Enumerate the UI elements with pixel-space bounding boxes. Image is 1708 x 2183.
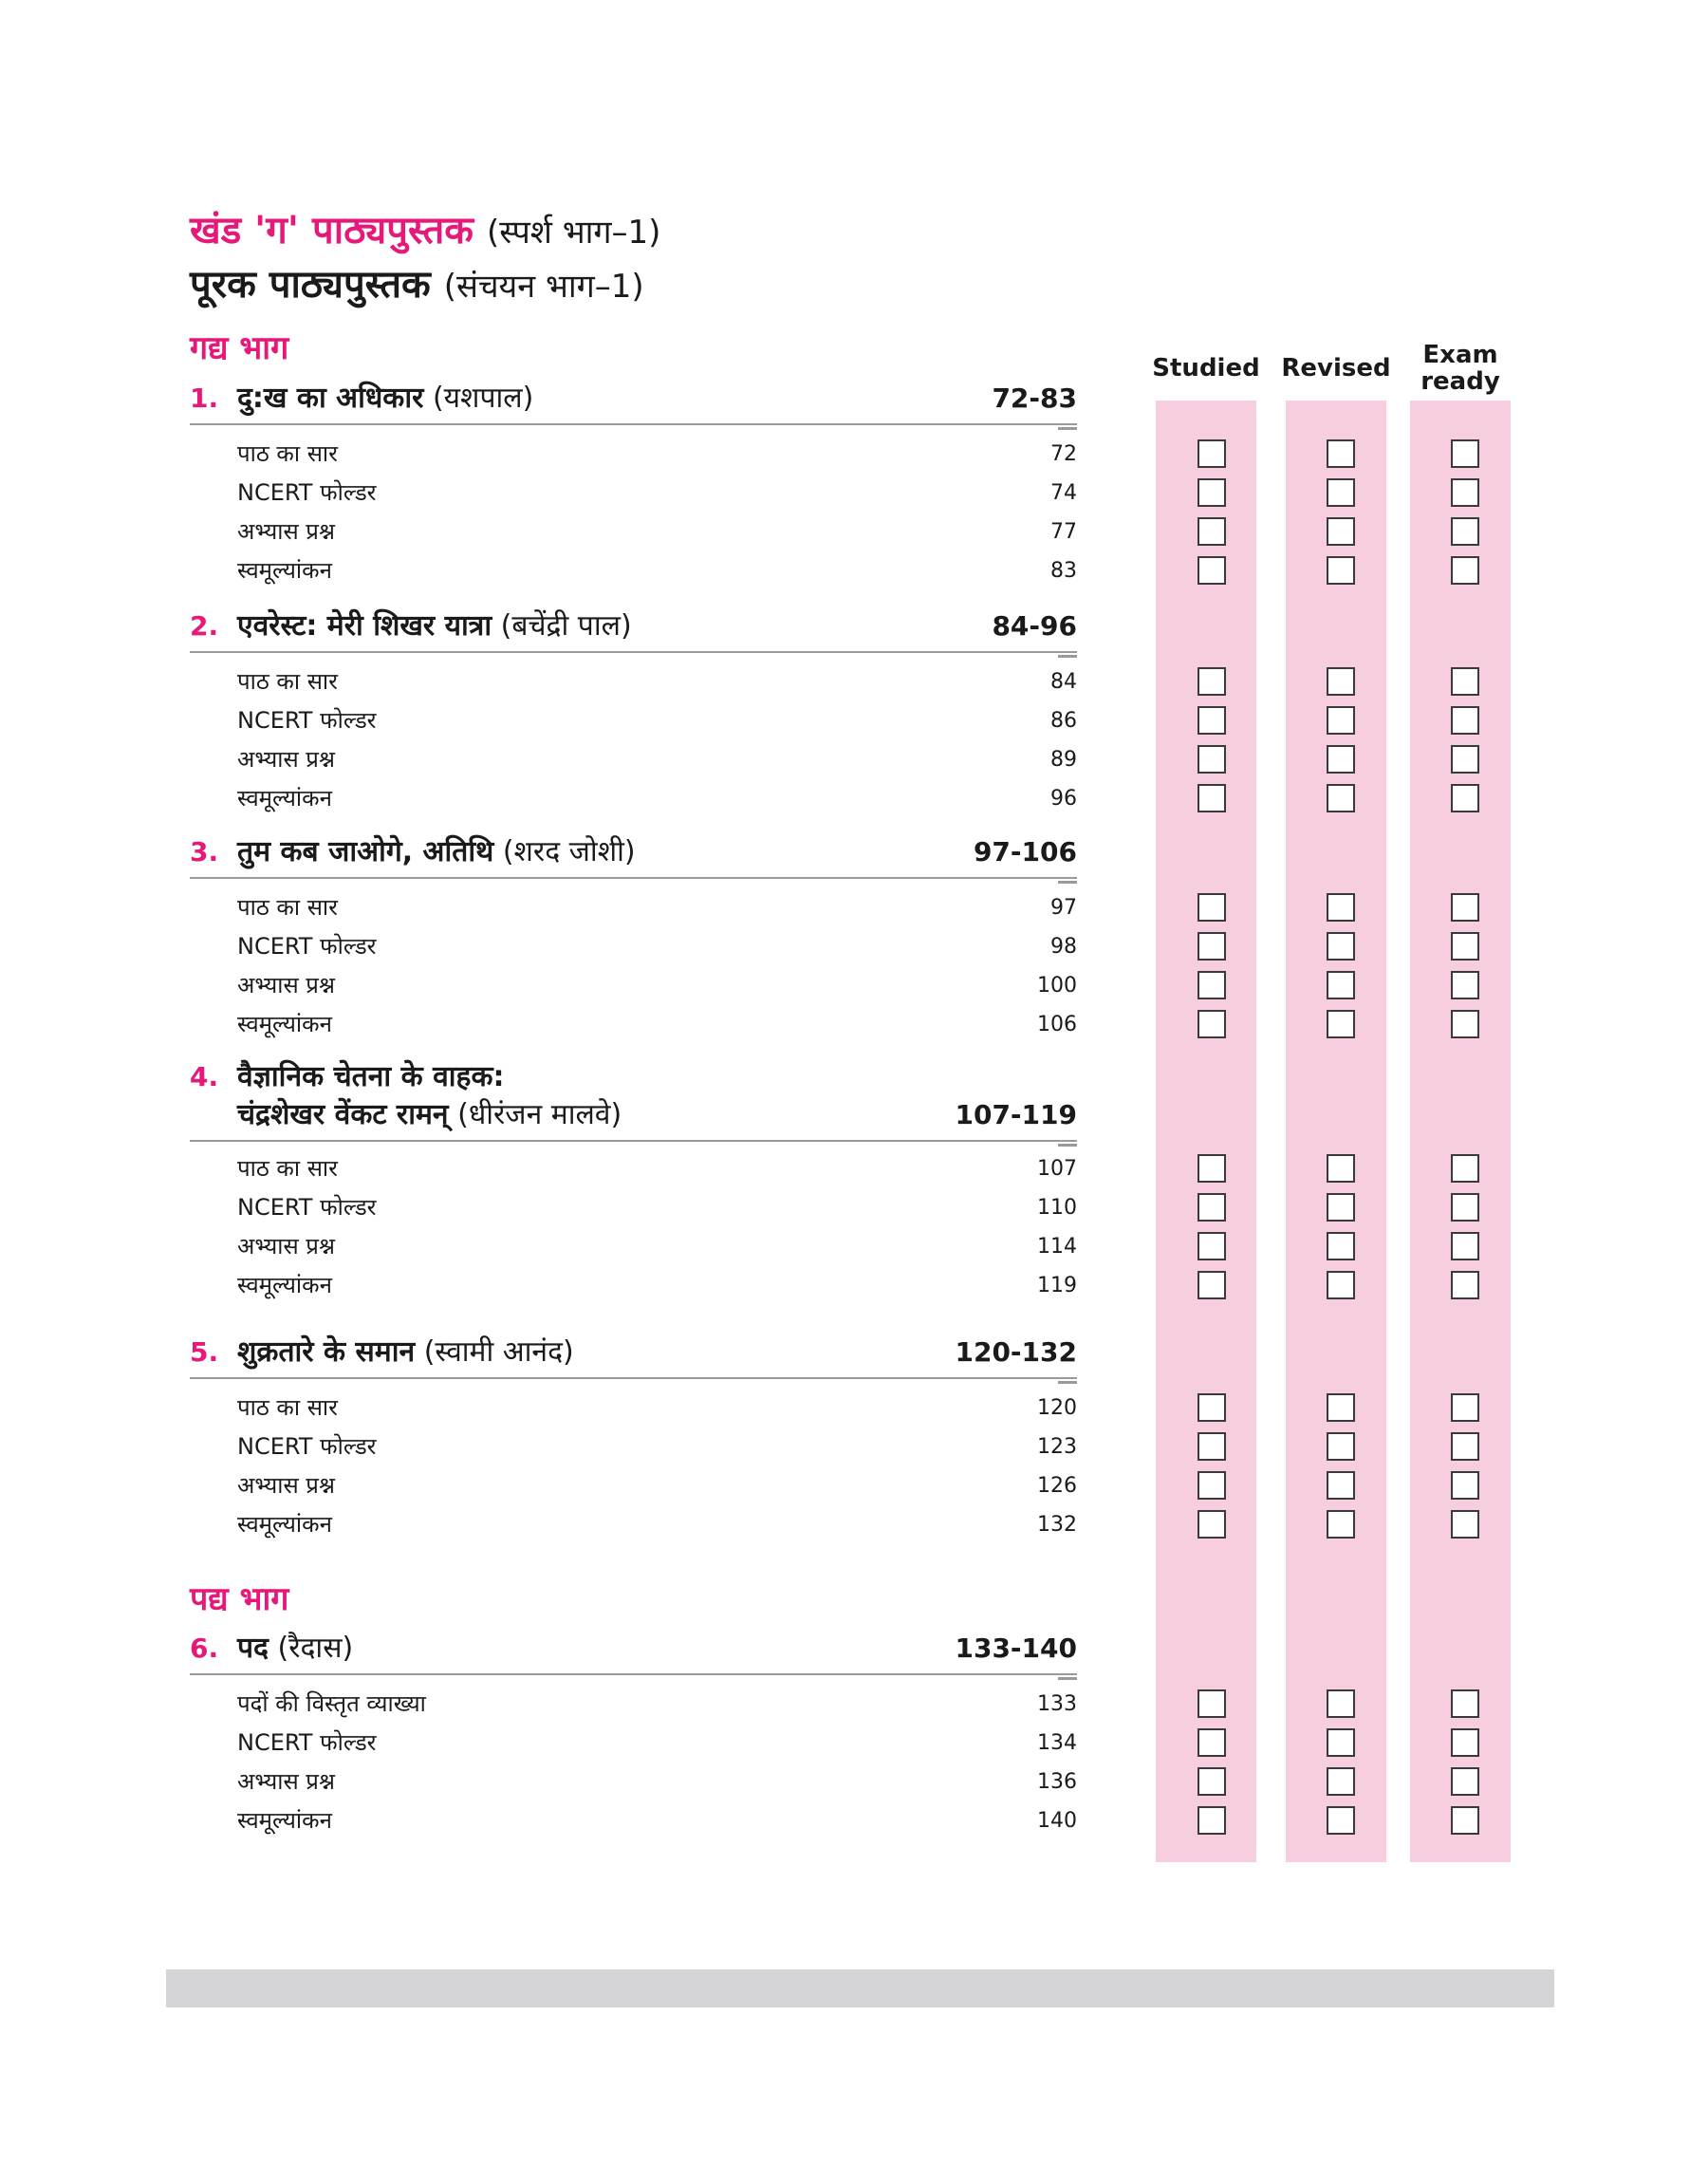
exam-ready-checkbox[interactable]	[1451, 556, 1479, 585]
chapter-author: (रैदास)	[277, 1632, 354, 1665]
topic-page-number: 86	[1050, 709, 1077, 733]
topic-label: स्वमूल्यांकन	[237, 557, 332, 584]
revised-header: Revised	[1281, 354, 1391, 382]
exam-ready-checkbox[interactable]	[1451, 1432, 1479, 1461]
topic-row	[237, 779, 1077, 818]
chapter-author: (शरद जोशी)	[502, 835, 636, 868]
chapter-page-range: 72-83	[992, 382, 1077, 414]
topic-page-number: 83	[1050, 559, 1077, 583]
chapter-author: (धीरंजन मालवे)	[457, 1098, 622, 1131]
exam-ready-checkbox[interactable]	[1451, 1271, 1479, 1299]
chapter-title-main: तुम कब जाओगे, अतिथि	[237, 835, 494, 868]
studied-checkbox[interactable]	[1197, 1471, 1226, 1500]
subtitle-sub: (संचयन भाग–1)	[443, 268, 644, 306]
exam-column-band	[1410, 401, 1511, 1862]
chapter-title	[237, 1630, 353, 1668]
revised-checkbox[interactable]	[1327, 932, 1355, 961]
topic-label: NCERT फोल्डर	[237, 479, 377, 506]
exam-ready-checkbox[interactable]	[1451, 1471, 1479, 1500]
studied-checkbox[interactable]	[1197, 1767, 1226, 1796]
topic-row	[237, 1685, 1077, 1724]
topic-page-number: 107	[1037, 1157, 1077, 1181]
studied-checkbox[interactable]	[1197, 1510, 1226, 1539]
topic-label: पाठ का सार	[237, 1394, 338, 1421]
revised-checkbox[interactable]	[1327, 439, 1355, 468]
chapter-title	[237, 607, 632, 645]
studied-column-band	[1156, 401, 1256, 1862]
chapter-heading	[190, 1630, 1077, 1668]
topic-row	[237, 662, 1077, 701]
chapter-author: (यशपाल)	[432, 382, 534, 415]
revised-checkbox[interactable]	[1327, 1193, 1355, 1222]
topic-row	[237, 435, 1077, 474]
chapter-title	[237, 1058, 622, 1134]
topic-label: NCERT फोल्डर	[237, 1194, 377, 1221]
exam-ready-checkbox[interactable]	[1451, 1767, 1479, 1796]
chapter-3	[190, 833, 1077, 1037]
exam-ready-checkbox[interactable]	[1451, 1232, 1479, 1260]
revised-checkbox[interactable]	[1327, 1271, 1355, 1299]
studied-checkbox[interactable]	[1197, 971, 1226, 999]
revised-checkbox[interactable]	[1327, 745, 1355, 774]
topic-row	[237, 1466, 1077, 1505]
revised-checkbox[interactable]	[1327, 478, 1355, 507]
topic-row	[237, 966, 1077, 1005]
topic-page-number: 110	[1037, 1196, 1077, 1220]
chapter-number: 1.	[190, 382, 219, 414]
topic-row	[237, 1149, 1077, 1188]
studied-checkbox[interactable]	[1197, 1432, 1226, 1461]
topic-page-number: 119	[1037, 1274, 1077, 1297]
chapter-1	[190, 380, 1077, 584]
revised-checkbox[interactable]	[1327, 1010, 1355, 1038]
revised-checkbox[interactable]	[1327, 1767, 1355, 1796]
topic-label: NCERT फोल्डर	[237, 1433, 377, 1460]
studied-checkbox[interactable]	[1197, 1728, 1226, 1757]
revised-column-band	[1286, 401, 1386, 1862]
studied-checkbox[interactable]	[1197, 1232, 1226, 1260]
chapter-4	[190, 1058, 1077, 1298]
title-sub: (स्पर्श भाग–1)	[486, 214, 661, 252]
chapter-author: (स्वामी आनंद)	[423, 1335, 574, 1369]
studied-checkbox[interactable]	[1197, 1271, 1226, 1299]
chapter-number: 5.	[190, 1336, 219, 1368]
studied-checkbox[interactable]	[1197, 517, 1226, 546]
studied-checkbox[interactable]	[1197, 745, 1226, 774]
revised-checkbox[interactable]	[1327, 971, 1355, 999]
studied-checkbox[interactable]	[1197, 439, 1226, 468]
topic-row	[237, 1389, 1077, 1427]
chapter-title-main: एवरेस्ट: मेरी शिखर यात्रा	[237, 609, 492, 643]
exam-ready-checkbox[interactable]	[1451, 706, 1479, 735]
topic-page-number: 126	[1037, 1474, 1077, 1498]
exam-ready-checkbox[interactable]	[1451, 893, 1479, 922]
subtitle-main: पूरक पाठ्यपुस्तक	[190, 263, 431, 307]
exam-ready-checkbox[interactable]	[1451, 1510, 1479, 1539]
revised-checkbox[interactable]	[1327, 1232, 1355, 1260]
topic-row	[237, 1227, 1077, 1266]
chapter-page-range: 133-140	[955, 1633, 1077, 1664]
topic-label: पदों की विस्तृत व्याख्या	[237, 1690, 426, 1717]
topic-page-number: 123	[1037, 1435, 1077, 1459]
chapter-number: 6.	[190, 1633, 219, 1664]
topic-row	[237, 1005, 1077, 1044]
section-gadya: गद्य भाग	[190, 329, 289, 367]
studied-checkbox[interactable]	[1197, 784, 1226, 812]
topic-page-number: 114	[1037, 1235, 1077, 1259]
chapter-title-main: दु:ख का अधिकार	[237, 382, 424, 415]
topic-page-number: 74	[1050, 481, 1077, 505]
topic-row	[237, 740, 1077, 779]
page-subtitle	[190, 261, 644, 310]
studied-checkbox[interactable]	[1197, 556, 1226, 585]
exam-ready-checkbox[interactable]	[1451, 932, 1479, 961]
topic-label: पाठ का सार	[237, 1155, 338, 1182]
studied-checkbox[interactable]	[1197, 1154, 1226, 1183]
topic-label: स्वमूल्यांकन	[237, 1807, 332, 1834]
topic-page-number: 72	[1050, 442, 1077, 466]
chapter-number: 3.	[190, 836, 219, 868]
topic-page-number: 136	[1037, 1770, 1077, 1794]
topic-row	[237, 551, 1077, 590]
topic-page-number: 134	[1037, 1731, 1077, 1755]
chapter-number: 2.	[190, 610, 219, 642]
studied-checkbox[interactable]	[1197, 1689, 1226, 1718]
topic-row	[237, 701, 1077, 740]
chapter-title	[237, 833, 636, 871]
studied-checkbox[interactable]	[1197, 932, 1226, 961]
chapter-heading	[190, 1058, 1077, 1134]
chapter-heading	[190, 380, 1077, 418]
topic-row	[237, 888, 1077, 927]
exam-ready-checkbox[interactable]	[1451, 784, 1479, 812]
topic-page-number: 89	[1050, 748, 1077, 772]
chapter-heading	[190, 607, 1077, 645]
revised-checkbox[interactable]	[1327, 784, 1355, 812]
exam-ready-checkbox[interactable]	[1451, 971, 1479, 999]
chapter-divider	[190, 1673, 1077, 1675]
chapter-author: (बचेंद्री पाल)	[500, 609, 632, 643]
topic-label: अभ्यास प्रश्न	[237, 1233, 335, 1259]
studied-checkbox[interactable]	[1197, 1193, 1226, 1222]
revised-checkbox[interactable]	[1327, 1728, 1355, 1757]
chapter-6	[190, 1630, 1077, 1834]
topic-label: अभ्यास प्रश्न	[237, 746, 335, 773]
topic-row	[237, 1724, 1077, 1763]
chapter-page-range: 84-96	[992, 610, 1077, 642]
topic-page-number: 100	[1037, 974, 1077, 998]
studied-checkbox[interactable]	[1197, 667, 1226, 696]
topic-label: स्वमूल्यांकन	[237, 1011, 332, 1037]
topic-row	[237, 1505, 1077, 1544]
topic-row	[237, 1188, 1077, 1227]
topic-label: स्वमूल्यांकन	[237, 1511, 332, 1538]
topic-label: NCERT फोल्डर	[237, 933, 377, 960]
exam-ready-checkbox[interactable]	[1451, 1806, 1479, 1835]
topic-page-number: 133	[1037, 1692, 1077, 1716]
revised-checkbox[interactable]	[1327, 893, 1355, 922]
topic-row	[237, 1266, 1077, 1305]
topic-label: NCERT फोल्डर	[237, 1729, 377, 1756]
topic-row	[237, 474, 1077, 513]
topic-row	[237, 1763, 1077, 1801]
topic-page-number: 96	[1050, 787, 1077, 811]
revised-checkbox[interactable]	[1327, 517, 1355, 546]
chapter-divider	[190, 1140, 1077, 1142]
topic-row	[237, 927, 1077, 966]
chapter-title-line2: चंद्रशेखर वेंकट रामन्	[237, 1098, 449, 1131]
chapter-5	[190, 1334, 1077, 1538]
exam-ready-checkbox[interactable]	[1451, 1728, 1479, 1757]
topic-page-number: 98	[1050, 935, 1077, 959]
revised-checkbox[interactable]	[1327, 1510, 1355, 1539]
revised-checkbox[interactable]	[1327, 706, 1355, 735]
exam-ready-checkbox[interactable]	[1451, 1010, 1479, 1038]
revised-checkbox[interactable]	[1327, 1471, 1355, 1500]
exam-ready-checkbox[interactable]	[1451, 1193, 1479, 1222]
chapter-number: 4.	[190, 1061, 219, 1092]
topic-page-number: 120	[1037, 1396, 1077, 1420]
chapter-page-range: 107-119	[955, 1099, 1077, 1130]
revised-checkbox[interactable]	[1327, 1806, 1355, 1835]
chapter-2	[190, 607, 1077, 812]
studied-checkbox[interactable]	[1197, 1393, 1226, 1422]
revised-checkbox[interactable]	[1327, 1393, 1355, 1422]
exam-ready-checkbox[interactable]	[1451, 1689, 1479, 1718]
page-title	[190, 207, 660, 256]
exam-ready-checkbox[interactable]	[1451, 439, 1479, 468]
topic-page-number: 77	[1050, 520, 1077, 544]
exam-ready-checkbox[interactable]	[1451, 478, 1479, 507]
topic-page-number: 106	[1037, 1013, 1077, 1036]
chapter-title-main: वैज्ञानिक चेतना के वाहक:	[237, 1060, 505, 1093]
exam-ready-label: Exam ready	[1420, 341, 1500, 396]
revised-checkbox[interactable]	[1327, 1154, 1355, 1183]
exam-ready-checkbox[interactable]	[1451, 745, 1479, 774]
topic-row	[237, 1427, 1077, 1466]
revised-checkbox[interactable]	[1327, 1432, 1355, 1461]
studied-checkbox[interactable]	[1197, 478, 1226, 507]
chapter-page-range: 120-132	[955, 1336, 1077, 1368]
exam-ready-checkbox[interactable]	[1451, 1393, 1479, 1422]
chapter-page-range: 97-106	[973, 836, 1077, 868]
topic-label: अभ्यास प्रश्न	[237, 1768, 335, 1795]
section-padya: पद्य भाग	[190, 1580, 289, 1618]
revised-checkbox[interactable]	[1327, 556, 1355, 585]
chapter-title	[237, 380, 533, 418]
topic-label: NCERT फोल्डर	[237, 707, 377, 734]
studied-checkbox[interactable]	[1197, 1806, 1226, 1835]
topic-page-number: 140	[1037, 1809, 1077, 1833]
topic-label: स्वमूल्यांकन	[237, 1272, 332, 1298]
revised-checkbox[interactable]	[1327, 667, 1355, 696]
studied-header: Studied	[1152, 354, 1260, 382]
topic-label: पाठ का सार	[237, 440, 338, 467]
chapter-divider	[190, 1377, 1077, 1379]
chapter-title	[237, 1334, 574, 1371]
exam-ready-header	[1394, 342, 1527, 395]
exam-ready-checkbox[interactable]	[1451, 1154, 1479, 1183]
exam-ready-checkbox[interactable]	[1451, 517, 1479, 546]
topic-label: स्वमूल्यांकन	[237, 785, 332, 812]
chapter-title-main: पद	[237, 1632, 269, 1665]
revised-checkbox[interactable]	[1327, 1689, 1355, 1718]
topic-label: अभ्यास प्रश्न	[237, 518, 335, 545]
topic-row	[237, 1801, 1077, 1840]
topic-page-number: 84	[1050, 670, 1077, 694]
topic-label: अभ्यास प्रश्न	[237, 972, 335, 998]
title-part-pink: खंड 'ग' पाठ्यपुस्तक	[190, 209, 474, 252]
topic-label: पाठ का सार	[237, 894, 338, 921]
chapter-heading	[190, 833, 1077, 871]
exam-ready-checkbox[interactable]	[1451, 667, 1479, 696]
topic-label: अभ्यास प्रश्न	[237, 1472, 335, 1499]
topic-row	[237, 513, 1077, 551]
chapter-divider	[190, 651, 1077, 653]
topic-page-number: 97	[1050, 896, 1077, 920]
studied-checkbox[interactable]	[1197, 706, 1226, 735]
topic-label: पाठ का सार	[237, 668, 338, 695]
footer-bar	[166, 1969, 1554, 2007]
chapter-title-main: शुक्रतारे के समान	[237, 1335, 416, 1369]
chapter-divider	[190, 423, 1077, 425]
chapter-divider	[190, 877, 1077, 879]
topic-page-number: 132	[1037, 1513, 1077, 1537]
studied-checkbox[interactable]	[1197, 1010, 1226, 1038]
studied-checkbox[interactable]	[1197, 893, 1226, 922]
chapter-heading	[190, 1334, 1077, 1371]
